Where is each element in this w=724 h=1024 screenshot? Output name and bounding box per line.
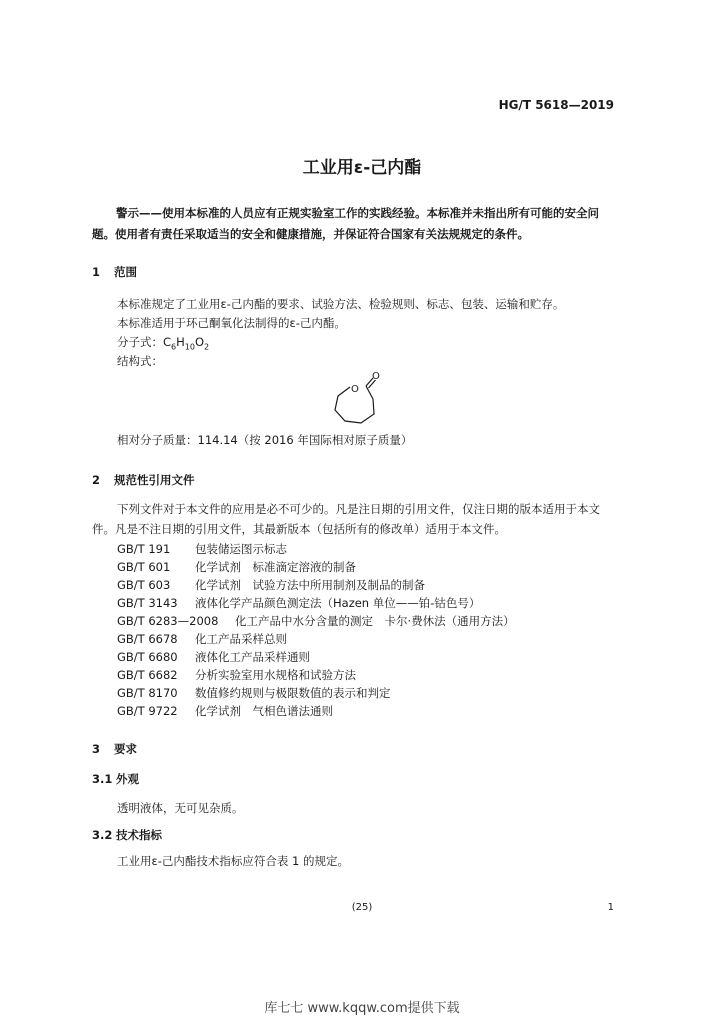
reference-item: GB/T 601 化学试剂 标准滴定溶液的制备 xyxy=(117,560,356,574)
subsection-title: 外观 xyxy=(116,772,139,786)
download-watermark: 库七七 www.kqqw.com提供下载 xyxy=(264,1001,460,1016)
reference-item: GB/T 9722 化学试剂 气相色谱法通则 xyxy=(117,704,333,718)
subsection-number: 3.2 xyxy=(92,828,113,842)
reference-item: GB/T 3143 液体化学产品颜色测定法（Hazen 单位——铂-钴色号） xyxy=(117,596,481,610)
reference-item: GB/T 191 包装储运图示标志 xyxy=(117,542,287,556)
formula-o-sub: 2 xyxy=(204,342,210,352)
reference-item: GB/T 6678 化工产品采样总则 xyxy=(117,632,287,646)
warning-block xyxy=(92,203,632,245)
formula-c: C xyxy=(163,335,172,349)
section-title: 规范性引用文件 xyxy=(114,473,195,487)
formula-o: O xyxy=(194,335,205,349)
section-title: 范围 xyxy=(114,265,137,279)
molecular-formula xyxy=(117,334,209,351)
formula-h: H xyxy=(176,335,185,349)
section-number: 2 xyxy=(92,473,101,487)
carbonyl-oxygen-label: O xyxy=(372,371,380,382)
scope-paragraph-1: 本标准规定了工业用ε-己内酯的要求、试验方法、检验规则、标志、包装、运输和贮存。 xyxy=(117,297,565,311)
warning-line-2: 题。使用者有责任采取适当的安全和健康措施，并保证符合国家有关法规规定的条件。 xyxy=(92,227,529,241)
reference-item: GB/T 6682 分析实验室用水规格和试验方法 xyxy=(117,668,356,682)
reference-item: GB/T 603 化学试剂 试验方法中所用制剂及制品的制备 xyxy=(117,578,425,592)
section-title: 要求 xyxy=(114,742,137,756)
scope-paragraph-2: 本标准适用于环己酮氧化法制得的ε-己内酯。 xyxy=(117,316,346,330)
normative-intro-line-1: 下列文件对于本文件的应用是必不可少的。凡是注日期的引用文件，仅注日期的版本适用于本文 xyxy=(117,502,600,516)
subsection-title: 技术指标 xyxy=(116,828,162,842)
technical-index-text: 工业用ε-己内酯技术指标应符合表 1 的规定。 xyxy=(117,854,349,868)
section-number: 3 xyxy=(92,742,101,756)
section-number: 1 xyxy=(92,265,101,279)
subsection-number: 3.1 xyxy=(92,772,113,786)
document-title: 工业用ε-己内酯 xyxy=(302,158,422,178)
formula-label: 分子式： xyxy=(117,335,163,349)
section-2-heading xyxy=(92,472,195,488)
ring-oxygen-label: O xyxy=(351,384,359,395)
structure-label: 结构式： xyxy=(117,354,163,368)
structural-formula xyxy=(326,370,396,426)
warning-line-1: 警示——使用本标准的人员应有正规实验室工作的实践经验。本标准并未指出所有可能的安全问 xyxy=(116,206,599,220)
section-3-2-heading xyxy=(92,827,162,843)
molecular-mass: 相对分子质量：114.14（按 2016 年国际相对原子质量） xyxy=(117,433,413,447)
normative-intro xyxy=(92,499,632,539)
reference-item: GB/T 8170 数值修约规则与极限数值的表示和判定 xyxy=(117,686,391,700)
section-3-1-heading xyxy=(92,771,139,787)
reference-item: GB/T 6680 液体化工产品采样通则 xyxy=(117,650,310,664)
section-3-heading xyxy=(92,741,137,757)
standard-number: HG/T 5618—2019 xyxy=(498,98,614,112)
section-1-heading xyxy=(92,264,137,280)
formula-c-sub: 6 xyxy=(171,342,177,352)
appearance-text: 透明液体，无可见杂质。 xyxy=(117,801,244,815)
normative-intro-line-2: 件。凡是不注日期的引用文件，其最新版本（包括所有的修改单）适用于本文件。 xyxy=(92,522,506,536)
formula-h-sub: 10 xyxy=(184,342,195,352)
reference-item: GB/T 6283—2008 化工产品中水分含量的测定 卡尔·费休法（通用方法） xyxy=(117,614,515,628)
page-number: 1 xyxy=(607,902,614,913)
page-code: (25) xyxy=(351,902,373,913)
